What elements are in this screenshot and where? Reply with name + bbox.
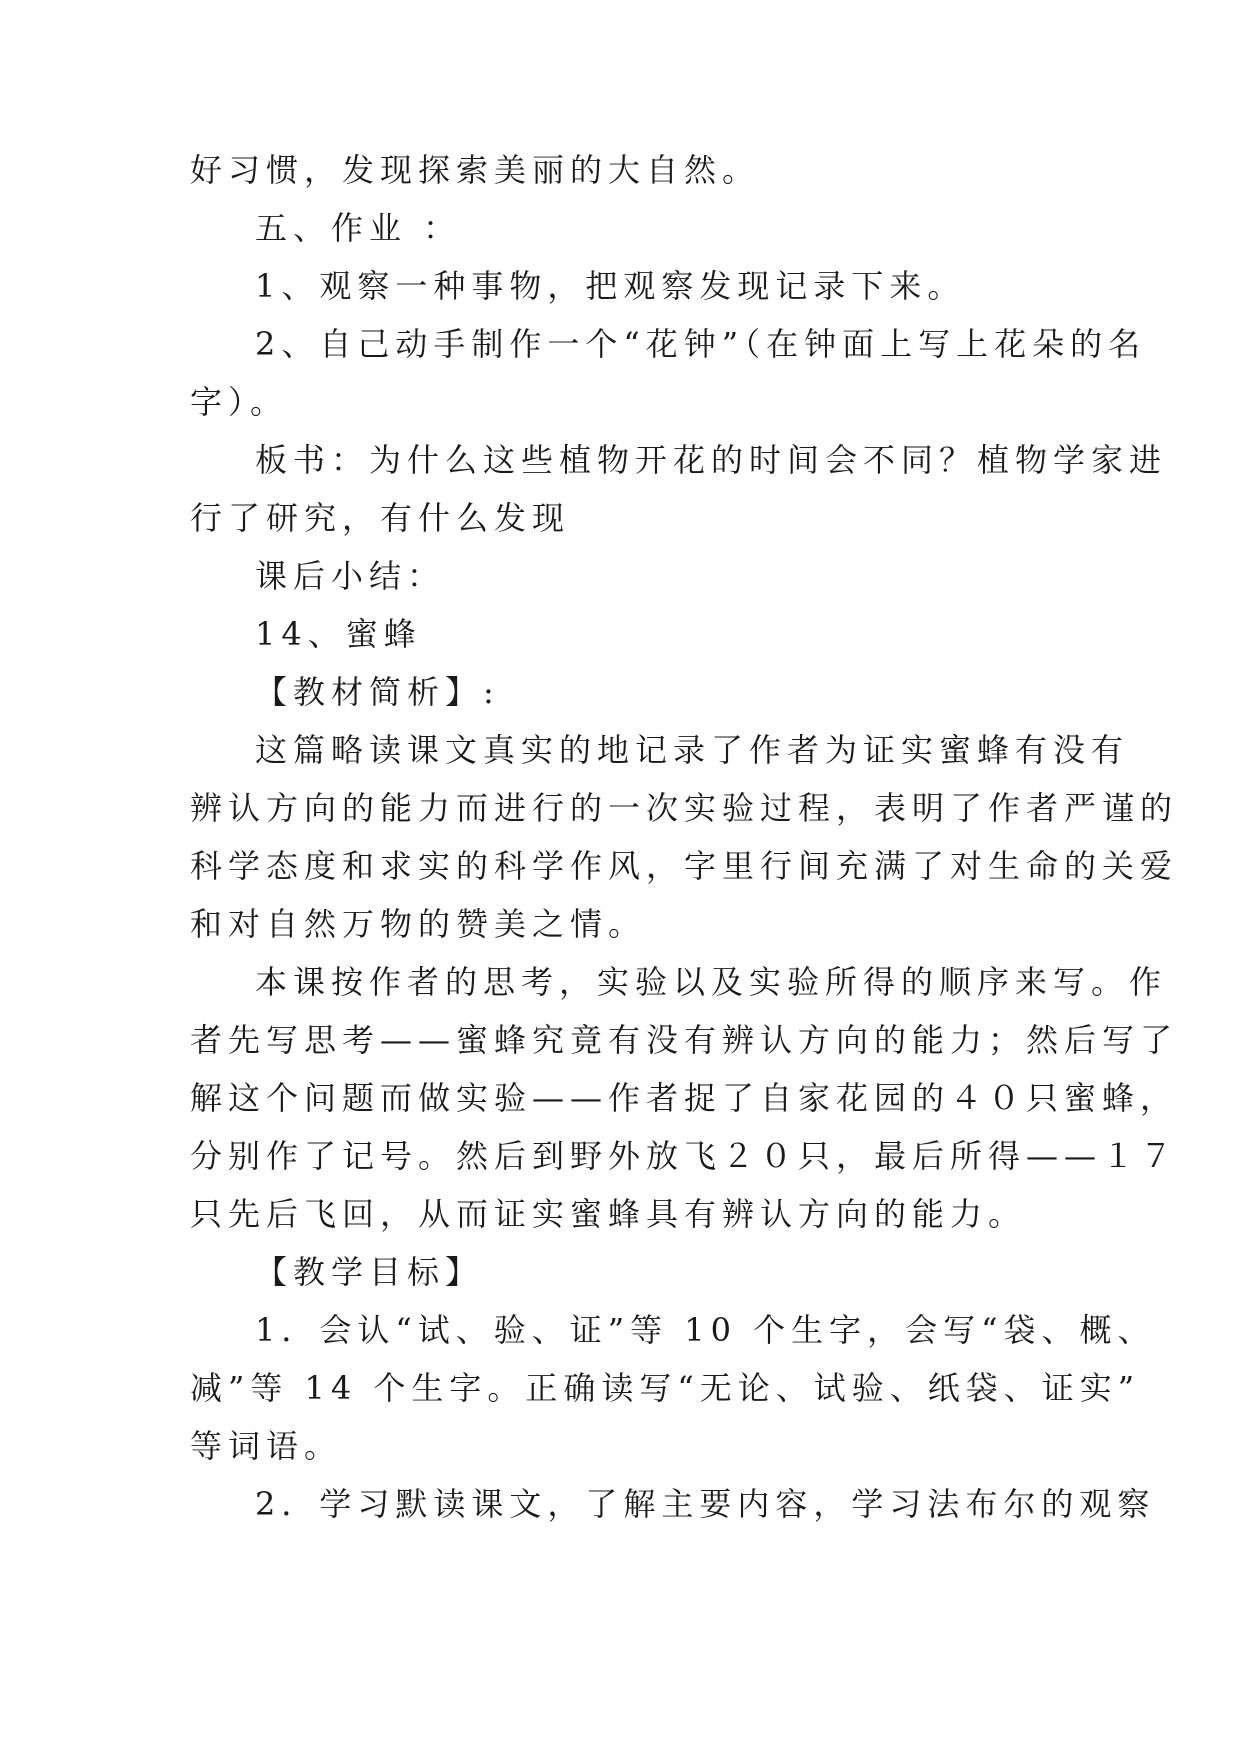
text-line: 好习惯，发现探索美丽的大自然。 bbox=[190, 151, 761, 189]
text-line: 行了研究，有什么发现 bbox=[190, 499, 571, 537]
text-line: 字）。 bbox=[190, 383, 289, 421]
text-line: 板书：为什么这些植物开花的时间会不同？植物学家进 bbox=[255, 441, 1168, 479]
text-line: 等词语。 bbox=[190, 1427, 343, 1465]
list-item: 2．学习默读课文，了解主要内容，学习法布尔的观察 bbox=[255, 1485, 1156, 1523]
list-item: 2、自己动手制作一个“花钟”（在钟面上写上花朵的名 bbox=[255, 325, 1147, 363]
section-heading-objectives: 【教学目标】 bbox=[255, 1253, 484, 1291]
section-heading-summary: 课后小结： bbox=[255, 557, 446, 595]
list-item: 1．会认“试、验、证”等 10 个生字，会写“袋、概、 bbox=[255, 1311, 1156, 1349]
text-line: 者先写思考——蜜蜂究竟有没有辨认方向的能力；然后写了 bbox=[190, 1021, 1179, 1059]
text-line: 科学态度和求实的科学作风，字里行间充满了对生命的关爱 bbox=[190, 847, 1179, 885]
text-line: 只先后飞回，从而证实蜜蜂具有辨认方向的能力。 bbox=[190, 1195, 1027, 1233]
text-line: 减”等 14 个生字。正确读写“无论、试验、纸袋、证实” bbox=[190, 1369, 1141, 1407]
text-line: 这篇略读课文真实的地记录了作者为证实蜜蜂有没有 bbox=[255, 731, 1130, 769]
lesson-title: 14、蜜蜂 bbox=[255, 615, 422, 653]
list-item: 1、观察一种事物，把观察发现记录下来。 bbox=[255, 267, 966, 305]
text-line: 本课按作者的思考，实验以及实验所得的顺序来写。作 bbox=[255, 963, 1168, 1001]
section-heading-homework: 五、作业 ： bbox=[255, 209, 462, 247]
text-line: 解这个问题而做实验——作者捉了自家花园的４０只蜜蜂， bbox=[190, 1079, 1179, 1117]
text-line: 分别作了记号。然后到野外放飞２０只，最后所得——１７ bbox=[190, 1137, 1179, 1175]
text-line: 和对自然万物的赞美之情。 bbox=[190, 905, 647, 943]
text-line: 辨认方向的能力而进行的一次实验过程，表明了作者严谨的 bbox=[190, 789, 1179, 827]
section-heading-analysis: 【教材简析】: bbox=[255, 673, 500, 711]
